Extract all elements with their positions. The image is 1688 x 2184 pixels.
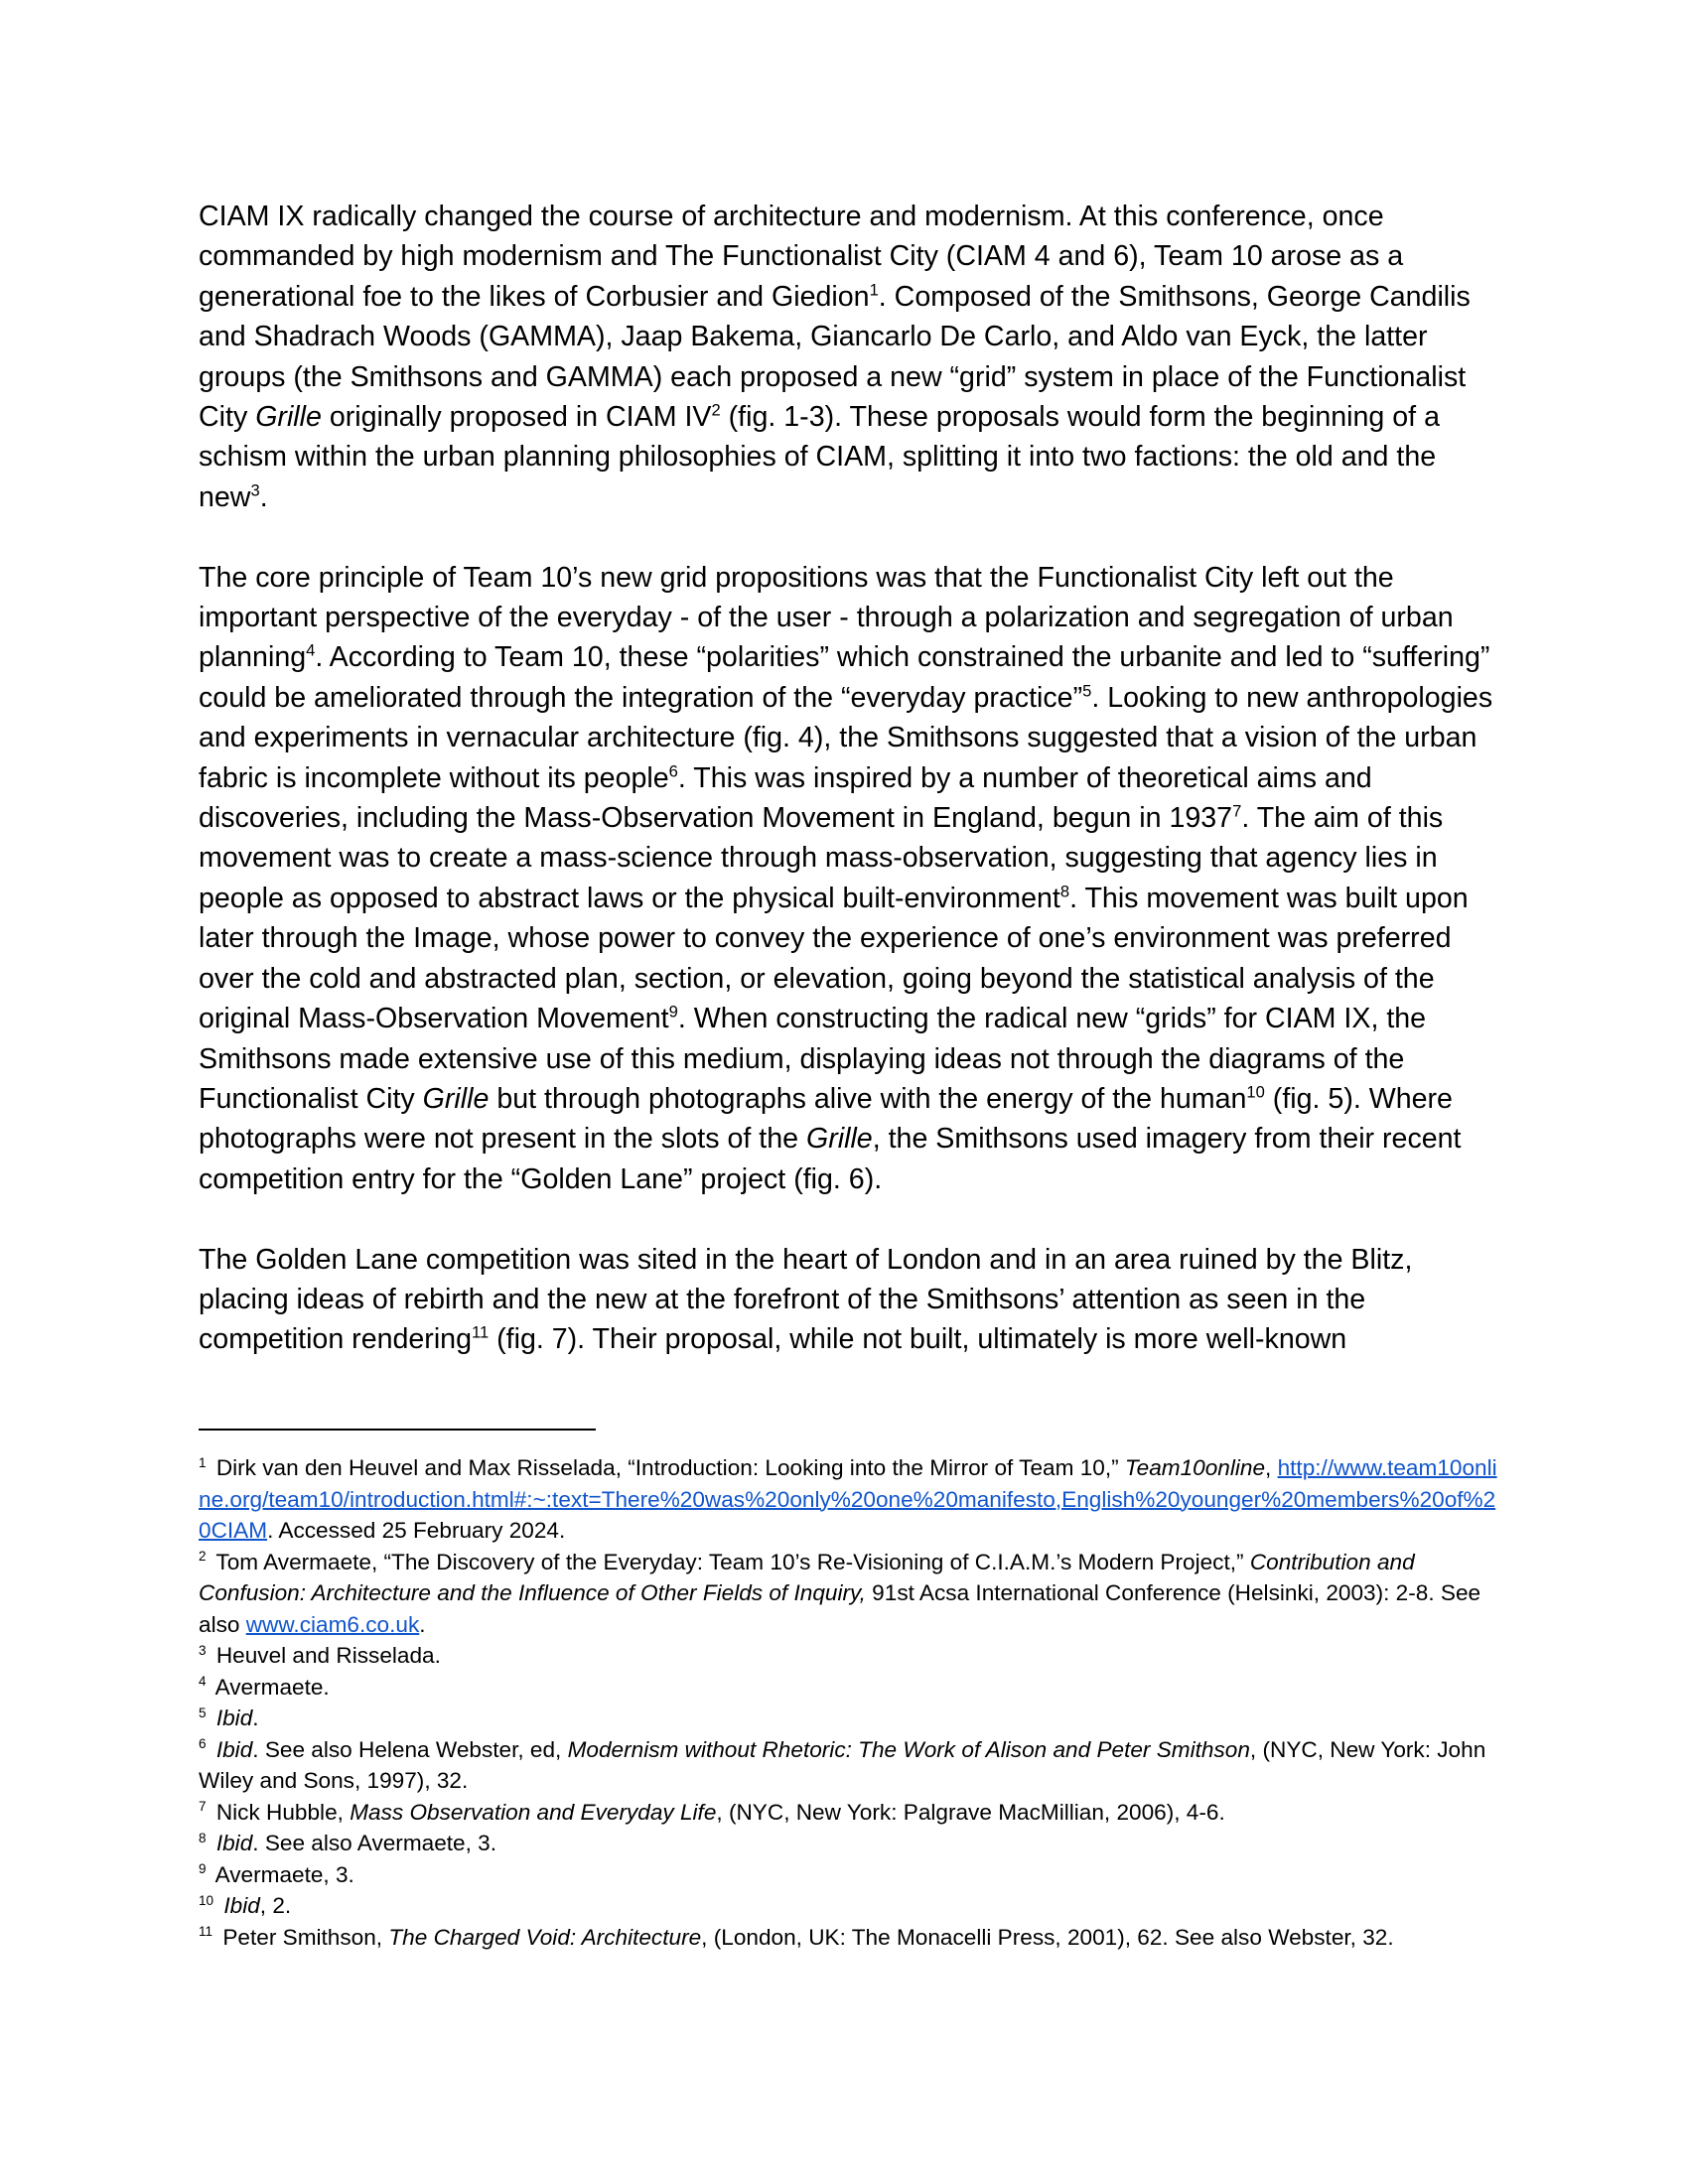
footnote-ref-2[interactable]: 2 (711, 400, 721, 420)
footnote-9 (199, 1859, 1507, 1891)
footnote-number: 1 (199, 1454, 207, 1470)
italic-title: Modernism without Rhetoric: The Work of Alison and Peter Smithson (567, 1736, 1250, 1762)
text-run: . Composed of the Smithsons, George Candilis and Shadrach Woods (GAMMA), Jaap Bakema, Giancarlo De Carlo, and Aldo van Eyck, the latter groups (the Smithsons and GAMMA) each proposed a new “grid” system in place of the Functionalist City (199, 280, 1471, 434)
footnote-ref-1[interactable]: 1 (869, 280, 879, 300)
text-run: , the Smithsons used imagery from their recent competition entry for the “Golden Lane” project (fig. 6). (199, 1123, 1462, 1195)
footnote-ref-6[interactable]: 6 (668, 761, 678, 781)
text-run: Dirk van den Heuvel and Max Risselada, “Introduction: Looking into the Mirror of Team 10,” (210, 1455, 1125, 1480)
text-run: originally proposed in CIAM IV (321, 401, 712, 434)
paragraph-3 (199, 1240, 1507, 1360)
footnote-ref-5[interactable]: 5 (1082, 681, 1092, 701)
footnote-10 (199, 1890, 1507, 1922)
italic-title: Ibid (223, 1893, 260, 1918)
italic-term: Grille (805, 1123, 873, 1156)
footnote-number: 6 (199, 1736, 207, 1752)
text-run: Nick Hubble, (210, 1799, 351, 1825)
text-run: Peter Smithson, (216, 1924, 389, 1950)
footnote-ref-8[interactable]: 8 (1059, 882, 1070, 901)
footnote-number: 3 (199, 1642, 207, 1658)
footnote-4 (199, 1672, 1507, 1704)
text-run: CIAM IX radically changed the course of architecture and modernism. At this conference, once commanded by high modernism and The Functionalist City (CIAM 4 and 6), Team 10 arose as a generational foe to the likes of Corbusier and Giedion (199, 201, 1404, 313)
team10online-link[interactable]: http://www.team10online.org/team10/introduction.html#:~:text=There%20was%20only%20one%20manifesto,English%20younger%20members%20of%20CIAM (199, 1455, 1497, 1543)
footnote-number: 8 (199, 1830, 207, 1845)
footnote-ref-10[interactable]: 10 (1246, 1082, 1265, 1102)
italic-title: The Charged Void: Architecture (388, 1924, 702, 1950)
footnote-number: 7 (199, 1799, 207, 1815)
text-run: 91st Acsa International Conference (Helsinki, 2003): 2-8. See also (199, 1580, 1481, 1637)
footnote-number: 2 (199, 1549, 207, 1565)
italic-title: Mass Observation and Everyday Life (350, 1799, 717, 1825)
text-run: . When constructing the radical new “grids” for CIAM IX, the Smithsons made extensive use of this medium, displaying ideas not through the diagrams of the Functionalist City (199, 1003, 1427, 1115)
text-run: Avermaete, 3. (210, 1861, 354, 1887)
text-run: . (419, 1611, 426, 1637)
text-run: . See also Avermaete, 3. (252, 1831, 497, 1855)
body-text (199, 197, 1507, 1360)
footnote-ref-11[interactable]: 11 (471, 1323, 490, 1343)
footnote-ref-3[interactable]: 3 (250, 480, 260, 500)
footnote-7 (199, 1797, 1507, 1829)
text-run: . According to Team 10, these “polarities” which constrained the urbanite and led to “suffering” could be ameliorated through the integration of the “everyday practice” (199, 641, 1490, 714)
italic-title: Ibid (215, 1831, 253, 1855)
text-run: Avermaete. (210, 1674, 330, 1700)
text-run: . See also Helena Webster, ed, (252, 1736, 568, 1762)
italic-title: Ibid (215, 1736, 253, 1762)
text-run: Heuvel and Risselada. (210, 1643, 441, 1668)
italic-term: Grille (422, 1082, 490, 1115)
footnote-number: 9 (199, 1861, 207, 1877)
paragraph-1 (199, 197, 1507, 517)
italic-title: Ibid (215, 1706, 253, 1730)
footnotes (199, 1452, 1507, 1953)
text-run: The Golden Lane competition was sited in the heart of London and in an area ruined by the Blitz, placing ideas of rebirth and the new at the forefront of the Smithsons’ attention as seen in the competition rendering (199, 1243, 1413, 1356)
italic-term: Grille (255, 401, 322, 434)
footnote-separator (199, 1429, 596, 1431)
footnote-6 (199, 1734, 1507, 1797)
text-run: , (London, UK: The Monacelli Press, 2001), 62. See also Webster, 32. (701, 1924, 1394, 1950)
ciam6-link[interactable]: www.ciam6.co.uk (245, 1611, 420, 1637)
footnote-2 (199, 1547, 1507, 1641)
italic-title: Contribution and Confusion: Architecture and the Influence of Other Fields of Inquiry, (199, 1549, 1415, 1605)
footnote-1 (199, 1452, 1507, 1547)
text-run: Tom Avermaete, “The Discovery of the Everyday: Team 10’s Re-Visioning of C.I.A.M.’s Modern Project,” (210, 1549, 1250, 1574)
text-run: . Accessed 25 February 2024. (267, 1518, 566, 1543)
text-run: The core principle of Team 10’s new grid propositions was that the Functionalist City left out the important perspective of the everyday - of the user - through a polarization and segregation of urban planning (199, 561, 1454, 674)
footnote-3 (199, 1640, 1507, 1672)
italic-title: Team10online (1124, 1455, 1266, 1480)
footnote-8 (199, 1828, 1507, 1859)
footnote-number: 5 (199, 1705, 207, 1720)
text-run: , (NYC, New York: Palgrave MacMillian, 2006), 4-6. (716, 1799, 1225, 1825)
footnote-number: 4 (199, 1674, 207, 1690)
text-run: , (NYC, New York: John Wiley and Sons, 1997), 32. (199, 1736, 1486, 1793)
paragraph-2 (199, 558, 1507, 1200)
footnote-ref-7[interactable]: 7 (1232, 801, 1242, 821)
text-run: , (1265, 1455, 1278, 1480)
text-run: . This movement was built upon later through the Image, whose power to convey the experience of one’s environment was preferred over the cold and abstracted plan, section, or elevation, going beyond the statistical analysis of the original Mass-Observation Movement (199, 882, 1469, 1035)
text-run: . Looking to new anthropologies and experiments in vernacular architecture (fig. 4), the Smithsons suggested that a vision of the urban fabric is incomplete without its people (199, 681, 1493, 794)
footnote-5 (199, 1703, 1507, 1734)
footnote-ref-4[interactable]: 4 (306, 641, 316, 661)
text-run: . This was inspired by a number of theoretical aims and discoveries, including the Mass-Observation Movement in England, begun in 1937 (199, 761, 1372, 835)
text-run: (fig. 5). Where photographs were not present in the slots of the (199, 1082, 1453, 1156)
text-run: , 2. (259, 1893, 292, 1918)
text-run: but through photographs alive with the energy of the human (489, 1082, 1247, 1115)
text-run: (fig. 7). Their proposal, while not built, ultimately is more well-known (489, 1323, 1347, 1356)
footnote-number: 11 (199, 1924, 213, 1940)
footnote-11 (199, 1922, 1507, 1954)
footnote-number: 10 (199, 1892, 214, 1908)
text-run: . (252, 1706, 259, 1730)
footnote-ref-9[interactable]: 9 (668, 1002, 678, 1022)
text-run: . (259, 480, 268, 513)
text-run: . The aim of this movement was to create a mass-science through mass-observation, suggesting that agency lies in people as opposed to abstract laws or the physical built-environment (199, 802, 1444, 914)
text-run: (fig. 1-3). These proposals would form the beginning of a schism within the urban planning philosophies of CIAM, splitting it into two factions: the old and the new (199, 401, 1440, 513)
